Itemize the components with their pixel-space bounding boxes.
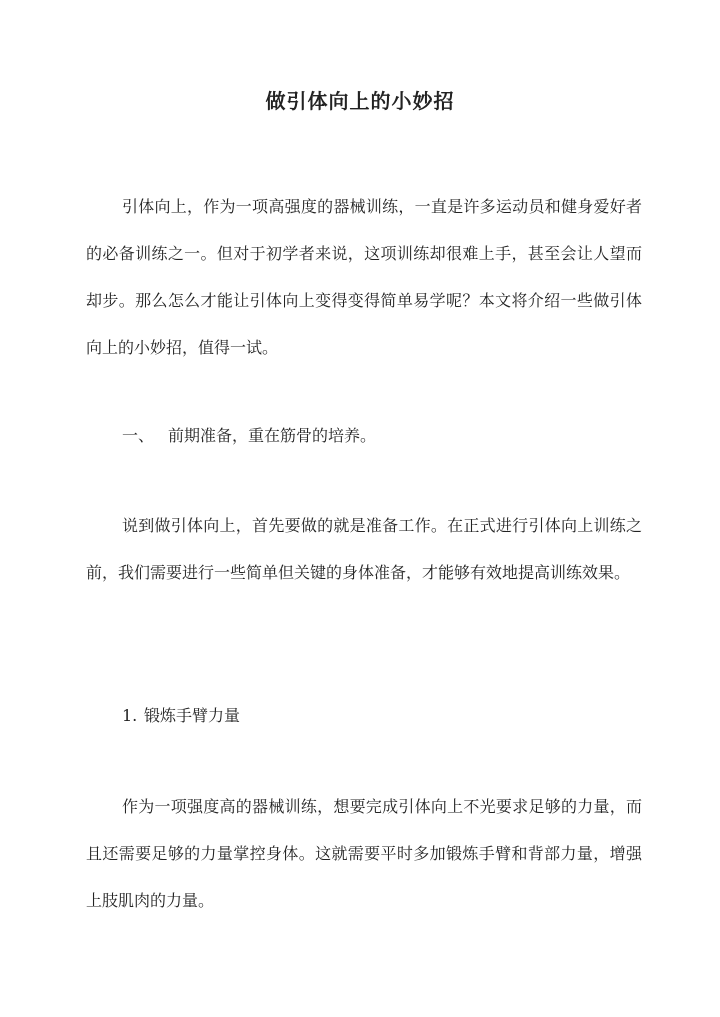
section-number: 一、	[122, 426, 155, 445]
subsection-heading-text: 锻炼手臂力量	[144, 706, 241, 725]
section-heading	[122, 424, 376, 448]
section-heading-text: 前期准备，重在筋骨的培养。	[168, 426, 377, 445]
paragraph-arm-strength: 作为一项强度高的器械训练，想要完成引体向上不光要求足够的力量，而且还需要足够的力量掌控身体。这就需要平时多加锻炼手臂和背部力量，增强上肢肌肉的力量。	[86, 797, 642, 910]
document-title: 做引体向上的小妙招	[265, 89, 455, 113]
subsection-heading	[122, 704, 240, 728]
paragraph-intro: 引体向上，作为一项高强度的器械训练，一直是许多运动员和健身爱好者的必备训练之一。但对于初学者来说，这项训练却很难上手，甚至会让人望而却步。那么怎么才能让引体向上变得变得简单易学呢？本文将介绍一些做引体向上的小妙招，值得一试。	[86, 197, 642, 357]
paragraph-preparation: 说到做引体向上，首先要做的就是准备工作。在正式进行引体向上训练之前，我们需要进行一些简单但关键的身体准备，才能够有效地提高训练效果。	[86, 516, 642, 582]
subsection-number: 1.	[122, 706, 138, 725]
